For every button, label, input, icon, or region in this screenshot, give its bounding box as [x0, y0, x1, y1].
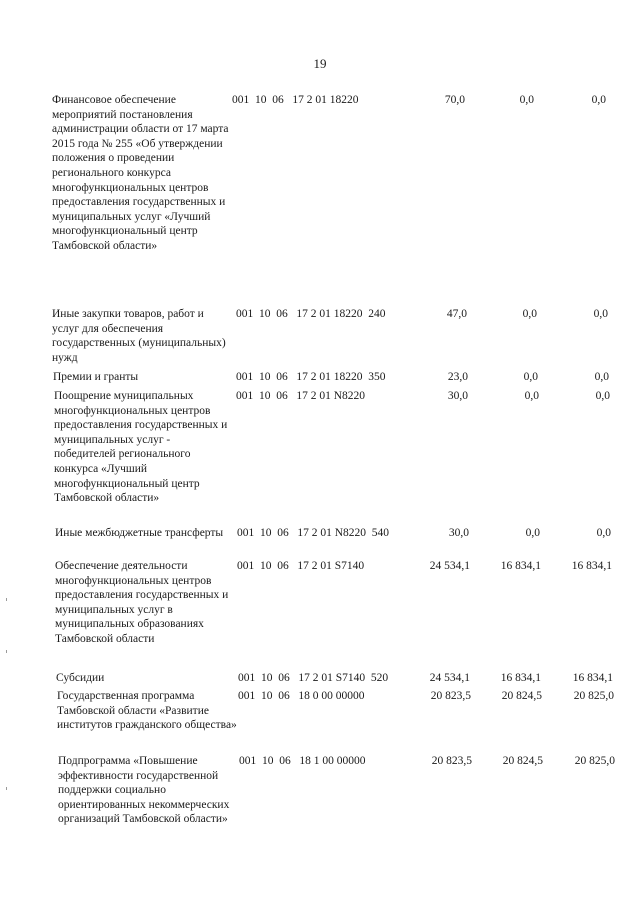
- value-1: 20 823,5: [430, 690, 471, 702]
- value-2: 0,0: [519, 94, 534, 106]
- value-3: 0,0: [595, 390, 610, 402]
- value-3: 20 825,0: [574, 755, 615, 767]
- value-2: 0,0: [524, 390, 539, 402]
- scan-margin-mark: [6, 598, 7, 601]
- value-1: 23,0: [447, 371, 468, 383]
- value-1: 47,0: [446, 308, 467, 320]
- value-3: 0,0: [593, 308, 608, 320]
- row-description: Иные закупки товаров, работ и услуг для обеспечения государственных (муниципальных) нужд: [52, 308, 226, 364]
- value-1: 20 823,5: [431, 755, 472, 767]
- row-description: Финансовое обеспечение мероприятий постановления администрации области от 17 марта 2015 года № 255 «Об утверждении положения о проведении регионального конкурса многофункциональных центров предоставления государственных и муниципальных услуг «Лучший многофункциональный центр Тамбовской области»: [52, 94, 229, 252]
- value-3: 20 825,0: [573, 690, 614, 702]
- value-2: 16 834,1: [500, 560, 541, 572]
- row-description: Подпрограмма «Повышение эффективности государственной поддержки социально ориентированных некоммерческих организаций Тамбовской области»: [58, 755, 230, 826]
- page-number: 19: [313, 56, 327, 71]
- row-code: 001 10 06 18 1 00 00000: [239, 755, 366, 767]
- row-code: 001 10 06 17 2 01 N8220: [236, 390, 366, 402]
- value-3: 16 834,1: [571, 560, 612, 572]
- row-code: 001 10 06 17 2 01 S7140 520: [238, 672, 389, 684]
- row-description: Государственная программа Тамбовской области «Развитие институтов гражданского общества»: [57, 690, 237, 732]
- value-1: 70,0: [444, 94, 465, 106]
- scan-margin-mark: [6, 787, 7, 790]
- value-2: 16 834,1: [500, 672, 541, 684]
- row-code: 001 10 06 17 2 01 N8220 540: [237, 527, 390, 539]
- row-code: 001 10 06 18 0 00 00000: [238, 690, 365, 702]
- value-1: 30,0: [447, 390, 468, 402]
- row-description: Премии и гранты: [53, 371, 139, 383]
- row-code: 001 10 06 17 2 01 18220 350: [236, 371, 386, 383]
- row-description: Обеспечение деятельности многофункциональных центров предоставления государственных и муниципальных услуг в муниципальных образованиях Тамбовской области: [55, 560, 229, 645]
- value-1: 24 534,1: [429, 560, 470, 572]
- value-3: 0,0: [596, 527, 611, 539]
- value-1: 24 534,1: [429, 672, 470, 684]
- row-description: Субсидии: [56, 672, 105, 684]
- value-2: 0,0: [523, 371, 538, 383]
- value-3: 16 834,1: [572, 672, 613, 684]
- row-description: Иные межбюджетные трансферты: [55, 527, 224, 539]
- value-2: 0,0: [522, 308, 537, 320]
- value-2: 0,0: [525, 527, 540, 539]
- row-code: 001 10 06 17 2 01 18220: [232, 94, 359, 106]
- value-2: 20 824,5: [502, 755, 543, 767]
- scan-margin-mark: [6, 650, 7, 653]
- row-code: 001 10 06 17 2 01 18220 240: [236, 308, 386, 320]
- value-3: 0,0: [591, 94, 606, 106]
- value-3: 0,0: [594, 371, 609, 383]
- row-code: 001 10 06 17 2 01 S7140: [237, 560, 365, 572]
- row-description: Поощрение муниципальных многофункциональных центров предоставления государственных и муниципальных услуг - победителей регионального конкурса «Лучший многофункциональный центр Тамбовской области»: [54, 390, 228, 505]
- value-2: 20 824,5: [501, 690, 542, 702]
- value-1: 30,0: [448, 527, 469, 539]
